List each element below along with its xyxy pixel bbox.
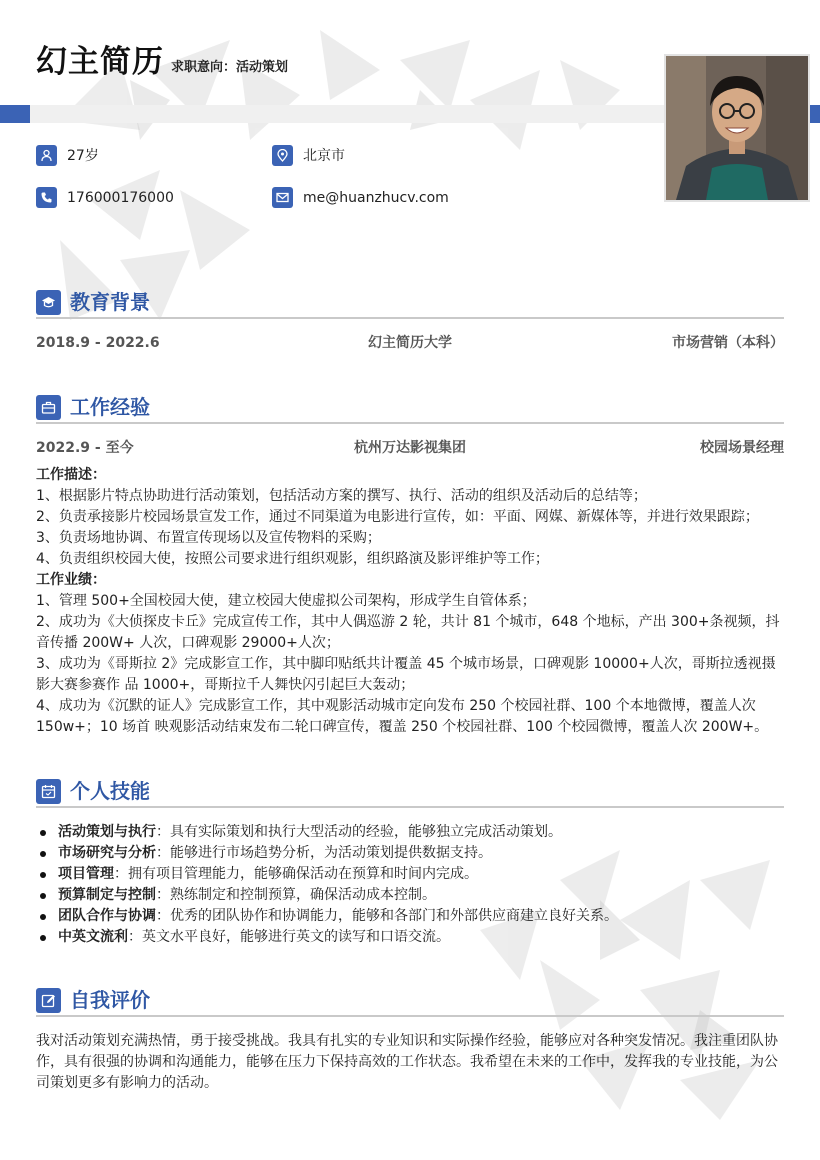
graduation-cap-icon bbox=[36, 290, 61, 315]
education-row bbox=[36, 333, 784, 353]
bullet-icon bbox=[40, 830, 46, 836]
email-value: me@huanzhucv.com bbox=[303, 190, 449, 206]
education-major: 市场营销（本科） bbox=[672, 335, 784, 351]
skill-label: 市场研究与分析 bbox=[58, 845, 156, 861]
skill-item bbox=[36, 927, 786, 948]
bullet-icon bbox=[40, 893, 46, 899]
skill-label: 中英文流利 bbox=[58, 929, 128, 945]
bullet-icon bbox=[40, 935, 46, 941]
skill-label: 活动策划与执行 bbox=[58, 824, 156, 840]
phone-value: 176000176000 bbox=[67, 190, 174, 206]
profile-photo bbox=[664, 54, 810, 202]
skills-section-header bbox=[36, 777, 784, 807]
job-intent: 求职意向：活动策划 bbox=[171, 60, 289, 75]
work-details bbox=[36, 465, 786, 738]
work-desc-item: 2、负责承接影片校园场景宣发工作，通过不同渠道为电影进行宣传，如：平面、网媒、新媒体等，并进行效果跟踪； bbox=[36, 509, 759, 525]
work-achv-item: 2、成功为《大侦探皮卡丘》完成宣传工作，其中人偶巡游 2 轮，共计 81 个城市，648 个地标，产出 300+条视频，抖音传播 200W+ 人次，口碑观影 29000+人次； bbox=[36, 614, 780, 651]
education-section-header bbox=[36, 288, 784, 318]
work-achv-label: 工作业绩： bbox=[36, 572, 106, 588]
skill-item bbox=[36, 864, 786, 885]
skill-label: 团队合作与协调 bbox=[58, 908, 156, 924]
work-desc-item: 1、根据影片特点协助进行活动策划，包括活动方案的撰写、执行、活动的组织及活动后的总结等； bbox=[36, 488, 647, 504]
skills-divider bbox=[36, 806, 784, 808]
skill-label: 预算制定与控制 bbox=[58, 887, 156, 903]
work-desc-item: 4、负责组织校园大使，按照公司要求进行组织观影，组织路演及影评维护等工作； bbox=[36, 551, 549, 567]
bullet-icon bbox=[40, 914, 46, 920]
skill-item bbox=[36, 885, 786, 906]
education-school: 幻主简历大学 bbox=[368, 335, 452, 351]
skill-label: 项目管理 bbox=[58, 866, 114, 882]
skill-text: ：英文水平良好，能够进行英文的读写和口语交流。 bbox=[128, 929, 450, 945]
work-divider bbox=[36, 422, 784, 424]
skill-item bbox=[36, 822, 786, 843]
age-value: 27岁 bbox=[67, 148, 99, 164]
briefcase-icon bbox=[36, 395, 61, 420]
self-eval-title: 自我评价 bbox=[70, 988, 150, 1012]
skills-list bbox=[36, 822, 786, 948]
skills-title: 个人技能 bbox=[70, 779, 150, 803]
work-achv-item: 4、成功为《沉默的证人》完成影宣工作，其中观影活动城市定向发布 250 个校园社群、100 个本地微博，覆盖人次 150w+；10 场首 映观影活动结束发布二轮口碑宣传，覆盖 250 个校园社群、100 个校园微博，覆盖人次 200W+。 bbox=[36, 698, 769, 735]
education-title: 教育背景 bbox=[70, 290, 150, 314]
skill-text: ：拥有项目管理能力，能够确保活动在预算和时间内完成。 bbox=[114, 866, 478, 882]
candidate-name: 幻主简历 bbox=[36, 44, 164, 80]
work-row bbox=[36, 438, 784, 458]
education-divider bbox=[36, 317, 784, 319]
edit-icon bbox=[36, 988, 61, 1013]
work-period: 2022.9 - 至今 bbox=[36, 440, 134, 456]
skill-text: ：具有实际策划和执行大型活动的经验，能够独立完成活动策划。 bbox=[156, 824, 562, 840]
self-eval-section-header bbox=[36, 986, 784, 1016]
skill-text: ：熟练制定和控制预算，确保活动成本控制。 bbox=[156, 887, 436, 903]
bullet-icon bbox=[40, 851, 46, 857]
city-value: 北京市 bbox=[303, 148, 345, 164]
bullet-icon bbox=[40, 872, 46, 878]
user-icon bbox=[36, 145, 57, 166]
work-position: 校园场景经理 bbox=[700, 440, 784, 456]
calendar-icon bbox=[36, 779, 61, 804]
education-period: 2018.9 - 2022.6 bbox=[36, 335, 160, 351]
skill-text: ：优秀的团队协作和协调能力，能够和各部门和外部供应商建立良好关系。 bbox=[156, 908, 618, 924]
header-band-left-accent bbox=[0, 105, 30, 123]
phone-icon bbox=[36, 187, 57, 208]
email-icon bbox=[272, 187, 293, 208]
work-title: 工作经验 bbox=[70, 395, 150, 419]
self-eval-text: 我对活动策划充满热情，勇于接受挑战。我具有扎实的专业知识和实际操作经验，能够应对各种突发情况。我注重团队协作，具有很强的协调和沟通能力，能够在压力下保持高效的工作状态。我希望在未来的工作中，发挥我的专业技能，为公司策划更多有影响力的活动。 bbox=[36, 1033, 778, 1091]
location-icon bbox=[272, 145, 293, 166]
skill-item bbox=[36, 906, 786, 927]
skill-item bbox=[36, 843, 786, 864]
work-desc-item: 3、负责场地协调、布置宣传现场以及宣传物料的采购； bbox=[36, 530, 381, 546]
work-section-header bbox=[36, 393, 784, 423]
work-achv-item: 1、管理 500+全国校园大使，建立校园大使虚拟公司架构，形成学生自管体系； bbox=[36, 593, 536, 609]
work-achv-item: 3、成功为《哥斯拉 2》完成影宣工作，其中脚印贴纸共计覆盖 45 个城市场景，口碑观影 10000+人次，哥斯拉透视摄影大赛参赛作 品 1000+，哥斯拉千人舞快闪引起巨大轰动； bbox=[36, 656, 776, 693]
work-desc-label: 工作描述： bbox=[36, 467, 106, 483]
work-company: 杭州万达影视集团 bbox=[354, 440, 466, 456]
self-eval-divider bbox=[36, 1015, 784, 1017]
skill-text: ：能够进行市场趋势分析，为活动策划提供数据支持。 bbox=[156, 845, 492, 861]
